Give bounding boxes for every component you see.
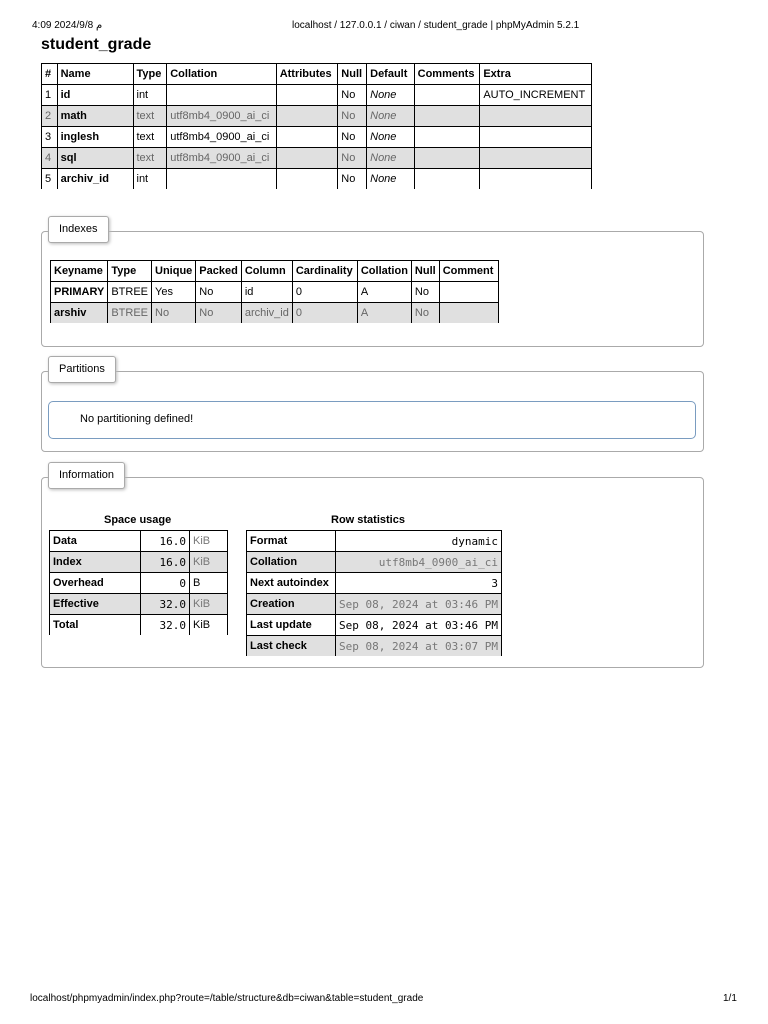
table-row bbox=[247, 636, 502, 657]
index-column: id bbox=[241, 282, 292, 303]
column-attributes bbox=[276, 169, 338, 190]
column-collation bbox=[167, 85, 276, 106]
partitions-legend: Partitions bbox=[48, 356, 116, 383]
stat-label: Overhead bbox=[50, 573, 141, 594]
stat-label: Index bbox=[50, 552, 141, 573]
table-row bbox=[50, 594, 228, 615]
index-collation: A bbox=[357, 303, 411, 324]
column-comments bbox=[414, 148, 480, 169]
stat-value: 0 bbox=[141, 573, 190, 594]
column-collation: utf8mb4_0900_ai_ci bbox=[167, 127, 276, 148]
stat-label: Creation bbox=[247, 594, 336, 615]
column-null: No bbox=[338, 127, 367, 148]
column-attributes bbox=[276, 85, 338, 106]
column-default: None bbox=[367, 169, 415, 190]
index-packed: No bbox=[196, 282, 242, 303]
col-header-extra: Extra bbox=[480, 64, 592, 85]
column-attributes bbox=[276, 127, 338, 148]
row-number: 2 bbox=[42, 106, 58, 127]
idx-header-null: Null bbox=[411, 261, 439, 282]
col-header-comments: Comments bbox=[414, 64, 480, 85]
table-row bbox=[42, 127, 592, 148]
print-page-title: localhost / 127.0.0.1 / ciwan / student_grade | phpMyAdmin 5.2.1 bbox=[292, 20, 580, 31]
column-extra bbox=[480, 169, 592, 190]
stat-label: Last update bbox=[247, 615, 336, 636]
col-header-number: # bbox=[42, 64, 58, 85]
index-comment bbox=[439, 303, 498, 324]
stat-value: Sep 08, 2024 at 03:46 PM bbox=[336, 594, 502, 615]
row-number: 1 bbox=[42, 85, 58, 106]
column-default: None bbox=[367, 85, 415, 106]
column-comments bbox=[414, 85, 480, 106]
stat-label: Data bbox=[50, 531, 141, 552]
column-collation bbox=[167, 169, 276, 190]
column-comments bbox=[414, 106, 480, 127]
idx-header-cardinality: Cardinality bbox=[292, 261, 357, 282]
indexes-section bbox=[41, 223, 704, 347]
table-row bbox=[247, 573, 502, 594]
stat-value: 16.0 bbox=[141, 552, 190, 573]
stat-label: Last check bbox=[247, 636, 336, 657]
stat-value: 32.0 bbox=[141, 594, 190, 615]
column-type: text bbox=[133, 148, 167, 169]
indexes-header-row bbox=[51, 261, 499, 282]
column-attributes bbox=[276, 106, 338, 127]
table-row bbox=[42, 106, 592, 127]
index-keyname: PRIMARY bbox=[51, 282, 108, 303]
space-usage-table bbox=[49, 530, 228, 635]
stat-label: Effective bbox=[50, 594, 141, 615]
idx-header-keyname: Keyname bbox=[51, 261, 108, 282]
index-type: BTREE bbox=[108, 303, 152, 324]
idx-header-packed: Packed bbox=[196, 261, 242, 282]
no-partitions-notice bbox=[48, 401, 696, 439]
stat-value: utf8mb4_0900_ai_ci bbox=[336, 552, 502, 573]
index-type: BTREE bbox=[108, 282, 152, 303]
col-header-default: Default bbox=[367, 64, 415, 85]
index-comment bbox=[439, 282, 498, 303]
index-cardinality: 0 bbox=[292, 282, 357, 303]
index-keyname: arshiv bbox=[51, 303, 108, 324]
stat-label: Collation bbox=[247, 552, 336, 573]
column-name: math bbox=[57, 106, 133, 127]
col-header-null: Null bbox=[338, 64, 367, 85]
index-null: No bbox=[411, 303, 439, 324]
row-number: 3 bbox=[42, 127, 58, 148]
stat-label: Total bbox=[50, 615, 141, 636]
table-row bbox=[50, 573, 228, 594]
structure-header-row bbox=[42, 64, 592, 85]
column-comments bbox=[414, 169, 480, 190]
page-title: student_grade bbox=[41, 36, 152, 53]
table-row bbox=[42, 85, 592, 106]
stat-value: 16.0 bbox=[141, 531, 190, 552]
print-footer-page: 1/1 bbox=[723, 993, 737, 1004]
stat-unit: KiB bbox=[190, 552, 228, 573]
structure-table bbox=[41, 63, 592, 189]
index-unique: No bbox=[152, 303, 196, 324]
table-row bbox=[50, 531, 228, 552]
index-collation: A bbox=[357, 282, 411, 303]
index-null: No bbox=[411, 282, 439, 303]
index-column: archiv_id bbox=[241, 303, 292, 324]
row-number: 5 bbox=[42, 169, 58, 190]
column-name: sql bbox=[57, 148, 133, 169]
column-default: None bbox=[367, 127, 415, 148]
stat-unit: B bbox=[190, 573, 228, 594]
column-null: No bbox=[338, 169, 367, 190]
column-name: archiv_id bbox=[57, 169, 133, 190]
column-null: No bbox=[338, 85, 367, 106]
information-section bbox=[41, 469, 704, 668]
table-row bbox=[247, 594, 502, 615]
column-null: No bbox=[338, 148, 367, 169]
column-null: No bbox=[338, 106, 367, 127]
stat-value: dynamic bbox=[336, 531, 502, 552]
column-default: None bbox=[367, 148, 415, 169]
row-number: 4 bbox=[42, 148, 58, 169]
table-row bbox=[42, 169, 592, 190]
column-type: int bbox=[133, 169, 167, 190]
column-default: None bbox=[367, 106, 415, 127]
index-cardinality: 0 bbox=[292, 303, 357, 324]
column-name: inglesh bbox=[57, 127, 133, 148]
index-unique: Yes bbox=[152, 282, 196, 303]
indexes-legend: Indexes bbox=[48, 216, 109, 243]
column-collation: utf8mb4_0900_ai_ci bbox=[167, 148, 276, 169]
idx-header-collation: Collation bbox=[357, 261, 411, 282]
table-row bbox=[247, 552, 502, 573]
table-row bbox=[50, 552, 228, 573]
stat-value: Sep 08, 2024 at 03:46 PM bbox=[336, 615, 502, 636]
indexes-table bbox=[50, 260, 499, 323]
idx-header-unique: Unique bbox=[152, 261, 196, 282]
stat-unit: KiB bbox=[190, 531, 228, 552]
table-row bbox=[51, 303, 499, 324]
notice-message: No partitioning defined! bbox=[80, 413, 194, 425]
stat-unit: KiB bbox=[190, 615, 228, 636]
stat-unit: KiB bbox=[190, 594, 228, 615]
stat-value: 32.0 bbox=[141, 615, 190, 636]
row-statistics-table bbox=[246, 530, 502, 656]
column-extra: AUTO_INCREMENT bbox=[480, 85, 592, 106]
column-type: text bbox=[133, 106, 167, 127]
col-header-name: Name bbox=[57, 64, 133, 85]
column-type: text bbox=[133, 127, 167, 148]
table-row bbox=[51, 282, 499, 303]
partitions-section bbox=[41, 363, 704, 452]
stat-label: Format bbox=[247, 531, 336, 552]
idx-header-type: Type bbox=[108, 261, 152, 282]
idx-header-column: Column bbox=[241, 261, 292, 282]
column-collation: utf8mb4_0900_ai_ci bbox=[167, 106, 276, 127]
column-extra bbox=[480, 148, 592, 169]
print-footer-url: localhost/phpmyadmin/index.php?route=/table/structure&db=ciwan&table=student_grade bbox=[30, 993, 424, 1004]
table-row bbox=[50, 615, 228, 636]
column-type: int bbox=[133, 85, 167, 106]
col-header-collation: Collation bbox=[167, 64, 276, 85]
column-attributes bbox=[276, 148, 338, 169]
stat-value: 3 bbox=[336, 573, 502, 594]
index-packed: No bbox=[196, 303, 242, 324]
idx-header-comment: Comment bbox=[439, 261, 498, 282]
table-row bbox=[42, 148, 592, 169]
print-datetime: 4:09 2024/9/8 م bbox=[32, 20, 103, 31]
column-comments bbox=[414, 127, 480, 148]
col-header-attributes: Attributes bbox=[276, 64, 338, 85]
table-row bbox=[247, 615, 502, 636]
stat-label: Next autoindex bbox=[247, 573, 336, 594]
space-usage-caption: Space usage bbox=[104, 514, 172, 526]
row-statistics-caption: Row statistics bbox=[331, 514, 405, 526]
stat-value: Sep 08, 2024 at 03:07 PM bbox=[336, 636, 502, 657]
table-row bbox=[247, 531, 502, 552]
column-name: id bbox=[57, 85, 133, 106]
col-header-type: Type bbox=[133, 64, 167, 85]
information-legend: Information bbox=[48, 462, 125, 489]
column-extra bbox=[480, 106, 592, 127]
column-extra bbox=[480, 127, 592, 148]
